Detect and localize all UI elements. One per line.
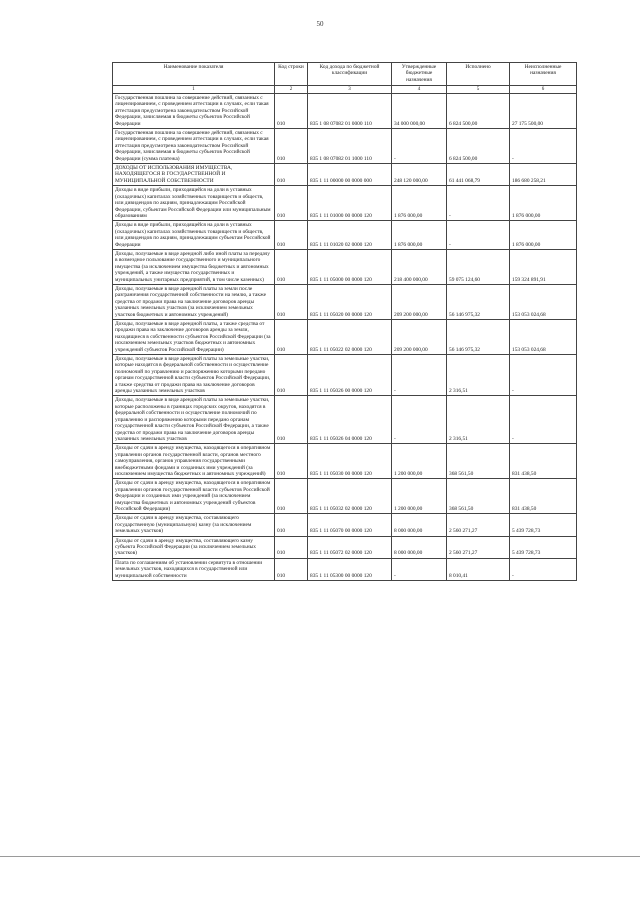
header-executed: Исполнено — [447, 63, 510, 86]
header-row — [113, 63, 577, 86]
row-name: Доходы в виде прибыли, приходящейся на доли в уставных (складочных) капиталах хозяйственных товариществ и обществ, или дивидендов по акциям, принадлежащим Российской Федерации, субъектам Российской Федерации или муниципальным образованиям — [113, 186, 275, 221]
row-name: Доходы, получаемые в виде арендной либо иной платы за передачу в возмездное пользование государственного и муниципального имущества (за исключением имущества бюджетных и автономных учреждений, а также имущества государственных и муниципальных унитарных предприятий, в том числе казенных) — [113, 249, 275, 284]
row-name: Доходы, получаемые в виде арендной платы за земельные участки, которые находятся в федеральной собственности и осуществление полномочий по управлению и распоряжению которыми передано органам государственной власти субъектов Российской Федерации, а также средства от продажи права на заключение договоров аренды указанных земельных участков — [113, 355, 275, 396]
header-name: Наименование показателя — [113, 63, 275, 86]
row-executed: 56 146 975,32 — [447, 320, 510, 355]
row-approved: 1 200 000,00 — [392, 479, 447, 514]
row-approved: - — [392, 129, 447, 164]
row-executed: 368 561,50 — [447, 444, 510, 479]
column-number: 2 — [275, 86, 308, 94]
row-line-code: 010 — [275, 249, 308, 284]
header-remaining: Неисполненные назначения — [510, 63, 577, 86]
row-budget-code: 835 1 11 05022 02 0000 120 — [308, 320, 392, 355]
row-name: Государственная пошлина за совершение действий, связанных с лицензированием, с проведением аттестации в случаях, если такая аттестация предусмотрена законодательством Российской Федерации, зачисляемая в бюджеты субъектов Российской Федерации (сумма платежа) — [113, 129, 275, 164]
table-row — [113, 514, 577, 536]
row-approved: - — [392, 355, 447, 396]
row-line-code: 010 — [275, 129, 308, 164]
table-row — [113, 164, 577, 186]
table-row — [113, 249, 577, 284]
row-name: Доходы от сдачи в аренду имущества, составляющего государственную (муниципальную) казну (за исключением земельных участков) — [113, 514, 275, 536]
row-approved: - — [392, 396, 447, 444]
row-budget-code: 835 1 11 05000 00 0000 120 — [308, 249, 392, 284]
row-budget-code: 835 1 11 05026 00 0000 120 — [308, 355, 392, 396]
row-remaining: 831 438,50 — [510, 479, 577, 514]
row-remaining: - — [510, 129, 577, 164]
row-executed: 2 316,51 — [447, 396, 510, 444]
row-name: Доходы в виде прибыли, приходящейся на доли в уставных (складочных) капиталах хозяйственных товариществ и обществ, или дивидендов по акциям, принадлежащим субъектам Российской Федерации — [113, 221, 275, 250]
row-approved: 1 876 000,00 — [392, 186, 447, 221]
row-executed: 56 146 975,32 — [447, 284, 510, 319]
row-approved: 1 200 000,00 — [392, 444, 447, 479]
row-name: ДОХОДЫ ОТ ИСПОЛЬЗОВАНИЯ ИМУЩЕСТВА, НАХОДЯЩЕГОСЯ В ГОСУДАРСТВЕННОЙ И МУНИЦИПАЛЬНОЙ СОБСТВЕННОСТИ — [113, 164, 275, 186]
row-remaining: - — [510, 355, 577, 396]
column-number: 1 — [113, 86, 275, 94]
table-row — [113, 94, 577, 129]
row-budget-code: 835 1 11 05300 00 0000 120 — [308, 558, 392, 580]
row-name: Плата по соглашениям об установлении сервитута в отношении земельных участков, находящихся в государственной или муниципальной собственности — [113, 558, 275, 580]
row-line-code: 010 — [275, 558, 308, 580]
header-approved: Утвержденные бюджетные назначения — [392, 63, 447, 86]
table-row — [113, 284, 577, 319]
row-line-code: 010 — [275, 444, 308, 479]
row-remaining: - — [510, 396, 577, 444]
table-row — [113, 186, 577, 221]
row-approved: 209 200 000,00 — [392, 284, 447, 319]
column-number: 4 — [392, 86, 447, 94]
table-row — [113, 129, 577, 164]
column-number: 6 — [510, 86, 577, 94]
row-name: Доходы, получаемые в виде арендной платы, а также средства от продажи права на заключение договоров аренды за земли, находящиеся в собственности субъектов Российской Федерации (за исключением земельных участков бюджетных и автономных учреждений субъектов Российской Федерации) — [113, 320, 275, 355]
row-approved: 248 120 000,00 — [392, 164, 447, 186]
row-name: Доходы от сдачи в аренду имущества, находящегося в оперативном управлении органов государственной власти субъектов Российской Федерации и созданных ими учреждений (за исключением имущества бюджетных и автономных учреждений субъектов Российской Федерации) — [113, 479, 275, 514]
row-executed: 2 316,51 — [447, 355, 510, 396]
row-line-code: 010 — [275, 536, 308, 558]
page-number: 50 — [316, 20, 324, 28]
row-budget-code: 835 1 11 05070 00 0000 120 — [308, 514, 392, 536]
row-budget-code: 835 1 11 01000 00 0000 120 — [308, 186, 392, 221]
row-approved: 209 200 000,00 — [392, 320, 447, 355]
row-executed: 368 561,50 — [447, 479, 510, 514]
row-line-code: 010 — [275, 284, 308, 319]
row-line-code: 010 — [275, 355, 308, 396]
row-remaining: 1 876 000,00 — [510, 186, 577, 221]
column-number: 3 — [308, 86, 392, 94]
row-remaining: 1 876 000,00 — [510, 221, 577, 250]
row-name: Доходы, получаемые в виде арендной платы за земли после разграничения государственной собственности на землю, а также средства от продажи права на заключение договоров аренды указанных земельных участков (за исключением земельных участков бюджетных и автономных учреждений) — [113, 284, 275, 319]
row-executed: - — [447, 186, 510, 221]
row-line-code: 010 — [275, 514, 308, 536]
row-budget-code: 835 1 11 05026 04 0000 120 — [308, 396, 392, 444]
row-budget-code: 835 1 11 05020 00 0000 120 — [308, 284, 392, 319]
table-row — [113, 536, 577, 558]
row-remaining: 159 324 891,91 — [510, 249, 577, 284]
row-name: Государственная пошлина за совершение действий, связанных с лицензированием, с проведением аттестации в случаях, если такая аттестация предусмотрена законодательством Российской Федерации, зачисляемая в бюджеты субъектов Российской Федерации — [113, 94, 275, 129]
row-name: Доходы от сдачи в аренду имущества, составляющего казну субъекта Российской Федерации (за исключением земельных участков) — [113, 536, 275, 558]
row-approved: - — [392, 558, 447, 580]
row-line-code: 010 — [275, 94, 308, 129]
row-approved: 8 000 000,00 — [392, 514, 447, 536]
row-budget-code: 835 1 11 05072 02 0000 120 — [308, 536, 392, 558]
row-name: Доходы от сдачи в аренду имущества, находящегося в оперативном управлении органов государственной власти, органов местного самоуправления, органов управления государственными внебюджетными фондами и созданных ими учреждений (за исключением имущества бюджетных и автономных учреждений) — [113, 444, 275, 479]
row-line-code: 010 — [275, 396, 308, 444]
row-budget-code: 835 1 11 00000 00 0000 000 — [308, 164, 392, 186]
row-line-code: 010 — [275, 221, 308, 250]
row-budget-code: 835 1 11 05030 00 0000 120 — [308, 444, 392, 479]
row-executed: 6 824 500,00 — [447, 129, 510, 164]
row-line-code: 010 — [275, 164, 308, 186]
table-body — [113, 94, 577, 581]
row-executed: - — [447, 221, 510, 250]
table-row — [113, 444, 577, 479]
row-budget-code: 835 1 08 07082 01 0000 110 — [308, 94, 392, 129]
table-row — [113, 558, 577, 580]
page-bottom-rule — [0, 856, 640, 857]
row-line-code: 010 — [275, 186, 308, 221]
table-row — [113, 479, 577, 514]
row-remaining: 153 053 024,68 — [510, 320, 577, 355]
header-budget-code: Код дохода по бюджетной классификации — [308, 63, 392, 86]
row-budget-code: 835 1 11 05032 02 0000 120 — [308, 479, 392, 514]
row-executed: 8 010,41 — [447, 558, 510, 580]
row-remaining: 153 053 024,68 — [510, 284, 577, 319]
table-row — [113, 355, 577, 396]
row-executed: 61 441 068,79 — [447, 164, 510, 186]
row-name: Доходы, получаемые в виде арендной платы за земельные участки, которые расположены в границах городских округов, находятся в федеральной собственности и осуществление полномочий по управлению и распоряжению которыми передано органам государственной власти субъектов Российской Федерации, а также средства от продажи права на заключение договоров аренды указанных земельных участков — [113, 396, 275, 444]
revenue-table — [112, 62, 577, 581]
row-approved: 8 000 000,00 — [392, 536, 447, 558]
row-approved: 1 876 000,00 — [392, 221, 447, 250]
column-number: 5 — [447, 86, 510, 94]
row-executed: 2 560 271,27 — [447, 514, 510, 536]
table-row — [113, 221, 577, 250]
row-approved: 218 400 000,00 — [392, 249, 447, 284]
row-remaining: 5 439 728,73 — [510, 514, 577, 536]
header-line-code: Код строки — [275, 63, 308, 86]
row-remaining: 27 175 500,00 — [510, 94, 577, 129]
row-executed: 59 075 124,60 — [447, 249, 510, 284]
row-remaining: 5 439 728,73 — [510, 536, 577, 558]
row-budget-code: 835 1 11 01020 02 0000 120 — [308, 221, 392, 250]
table-row — [113, 396, 577, 444]
row-line-code: 010 — [275, 479, 308, 514]
row-remaining: - — [510, 558, 577, 580]
row-remaining: 831 438,50 — [510, 444, 577, 479]
row-executed: 2 560 271,27 — [447, 536, 510, 558]
row-remaining: 186 680 258,21 — [510, 164, 577, 186]
row-approved: 34 000 000,00 — [392, 94, 447, 129]
row-budget-code: 835 1 08 07082 01 1000 110 — [308, 129, 392, 164]
table-row — [113, 320, 577, 355]
row-line-code: 010 — [275, 320, 308, 355]
column-number-row — [113, 86, 577, 94]
row-executed: 6 824 500,00 — [447, 94, 510, 129]
